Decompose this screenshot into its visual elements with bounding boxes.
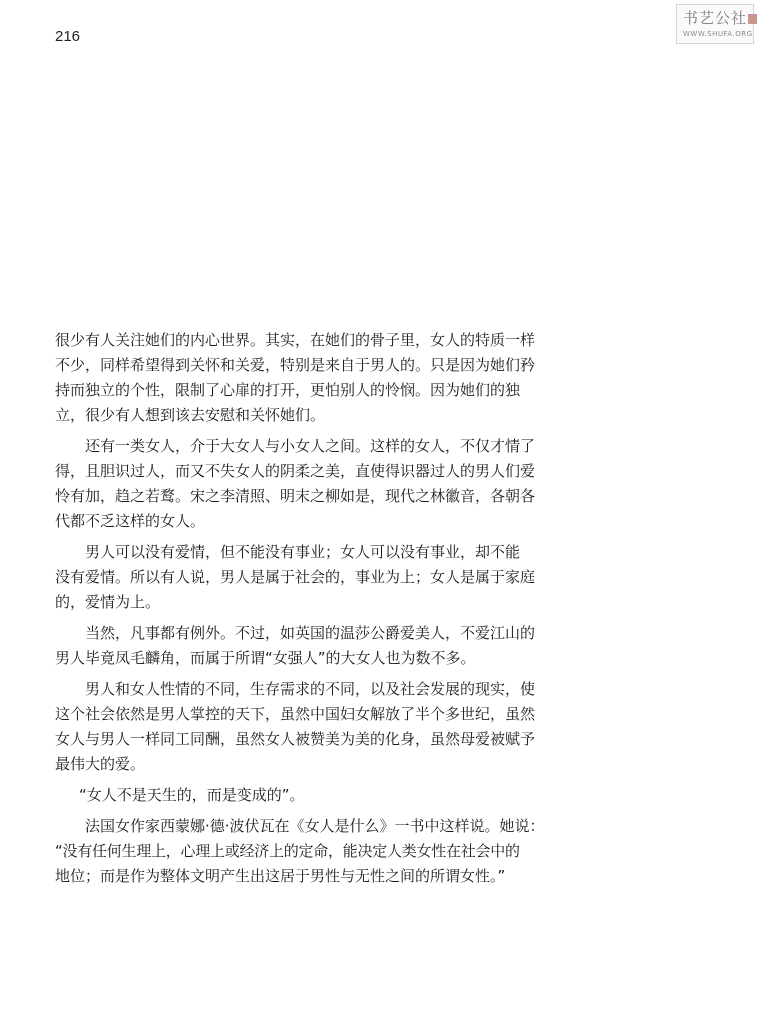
text-line: 代都不乏这样的女人。 [55,512,206,530]
page-number: 216 [55,28,81,45]
text-line: 男人毕竟凤毛麟角，而属于所谓“女强人”的大女人也为数不多。 [55,649,476,667]
watermark-mark [683,7,757,28]
text-line: 不少，同样希望得到关怀和关爱，特别是来自于男人的。只是因为她们矜 [55,356,536,374]
seal-icon [748,14,757,24]
text-line: 男人和女人性情的不同，生存需求的不同，以及社会发展的现实，使 [85,680,536,698]
text-line: 女人与男人一样同工同酬，虽然女人被赞美为美的化身，虽然母爱被赋予 [55,730,536,748]
text-line: 法国女作家西蒙娜·德·波伏瓦在《女人是什么》一书中这样说。她说： [85,817,545,835]
text-line: 没有爱情。所以有人说，男人是属于社会的，事业为上；女人是属于家庭 [55,568,536,586]
text-line: 男人可以没有爱情，但不能没有事业；女人可以没有事业，却不能 [85,543,521,561]
text-line: 这个社会依然是男人掌控的天下，虽然中国妇女解放了半个多世纪，虽然 [55,705,536,723]
text-line: 持而独立的个性，限制了心扉的打开，更怕别人的怜悯。因为她们的独 [55,381,521,399]
text-line: 当然，凡事都有例外。不过，如英国的温莎公爵爱美人，不爱江山的 [85,624,536,642]
quote-line: “女人不是天生的，而是变成的”。 [79,786,305,804]
text-line: 得，且胆识过人，而又不失女人的阴柔之美，直使得识器过人的男人们爱 [55,462,536,480]
text-line: 的，爱情为上。 [55,593,161,611]
text-line: 还有一类女人，介于大女人与小女人之间。这样的女人，不仅才情了 [85,437,536,455]
body-text [55,328,550,889]
text-line: 地位；而是作为整体文明产生出这居于男性与无性之间的所谓女性。” [55,867,506,885]
text-line: “没有任何生理上，心理上或经济上的定命，能决定人类女性在社会中的 [55,842,520,860]
text-line: 立，很少有人想到该去安慰和关怀她们。 [55,406,326,424]
text-line: 怜有加，趋之若鹜。宋之李清照、明末之柳如是，现代之林徽音，各朝各 [55,487,536,505]
text-line: 最伟大的爱。 [55,755,146,773]
watermark-logo [676,4,754,44]
text-line: 很少有人关注她们的内心世界。其实，在她们的骨子里，女人的特质一样 [55,331,536,349]
watermark-url: WWW.SHUFA.ORG [683,30,753,38]
watermark-mark-text: 书艺公社 [683,9,748,27]
